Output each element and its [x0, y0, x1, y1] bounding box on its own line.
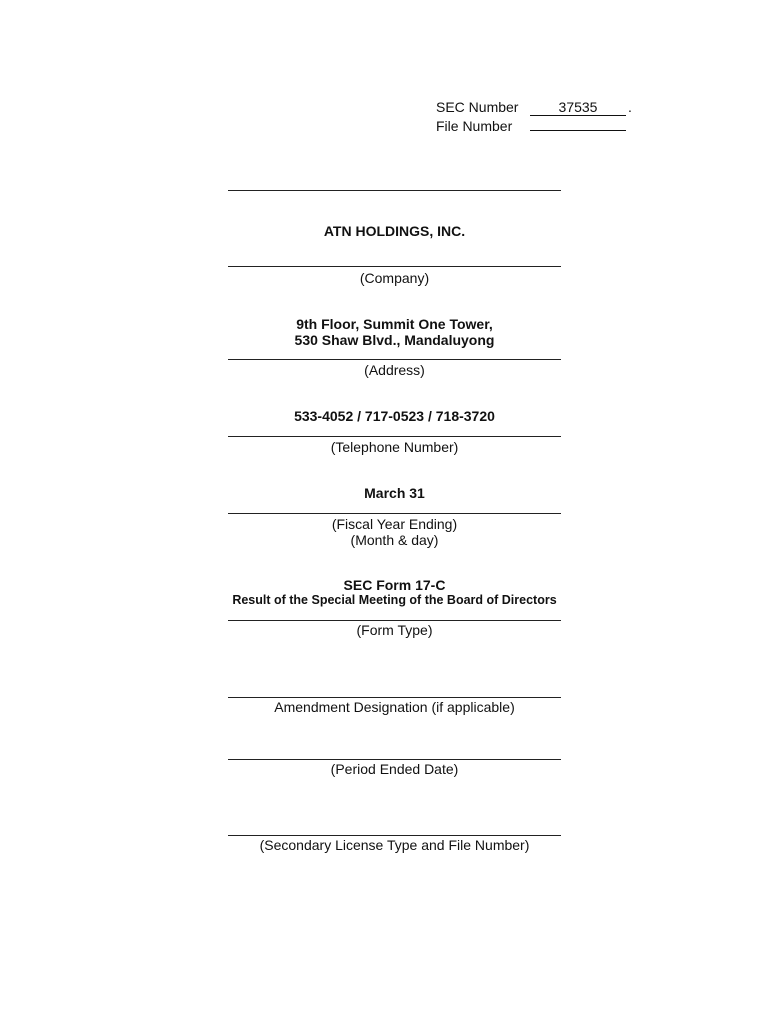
- fiscal-year-value: March 31: [364, 485, 425, 501]
- sec-number-label: SEC Number: [436, 99, 519, 115]
- top-divider: [228, 190, 561, 191]
- address-rule: [228, 359, 561, 360]
- sec-number-block: [436, 99, 632, 134]
- form-type-subtitle: Result of the Special Meeting of the Board of Directors: [232, 593, 557, 607]
- sec-number-value: 37535: [530, 100, 626, 116]
- telephone-caption: (Telephone Number): [330, 439, 459, 455]
- address-caption: (Address): [364, 362, 425, 378]
- form-type-value: SEC Form 17-C: [343, 577, 446, 593]
- file-number-value: [530, 115, 626, 131]
- company-caption: (Company): [359, 270, 430, 286]
- file-number-label: File Number: [436, 118, 513, 134]
- form-type-caption: (Form Type): [356, 622, 433, 638]
- company-name: ATN HOLDINGS, INC.: [323, 223, 466, 239]
- fiscal-year-month-day-caption: (Month & day): [350, 532, 439, 548]
- address-line-1: 9th Floor, Summit One Tower,: [296, 316, 493, 332]
- secondary-license-caption: (Secondary License Type and File Number): [259, 837, 530, 853]
- form-type-rule: [228, 620, 561, 621]
- company-rule: [228, 266, 561, 267]
- telephone-value: 533-4052 / 717-0523 / 718-3720: [294, 408, 495, 424]
- period-ended-rule: [228, 759, 561, 760]
- period-ended-caption: (Period Ended Date): [330, 761, 459, 777]
- address-line-2: 530 Shaw Blvd., Mandaluyong: [294, 332, 495, 348]
- telephone-rule: [228, 436, 561, 437]
- file-number-row: [436, 115, 632, 134]
- sec-number-row: [436, 99, 632, 115]
- secondary-license-rule: [228, 835, 561, 836]
- fiscal-year-caption: (Fiscal Year Ending): [331, 516, 458, 532]
- amendment-rule: [228, 697, 561, 698]
- fiscal-year-rule: [228, 513, 561, 514]
- sec-number-suffix: .: [628, 99, 632, 115]
- amendment-caption: Amendment Designation (if applicable): [274, 699, 515, 715]
